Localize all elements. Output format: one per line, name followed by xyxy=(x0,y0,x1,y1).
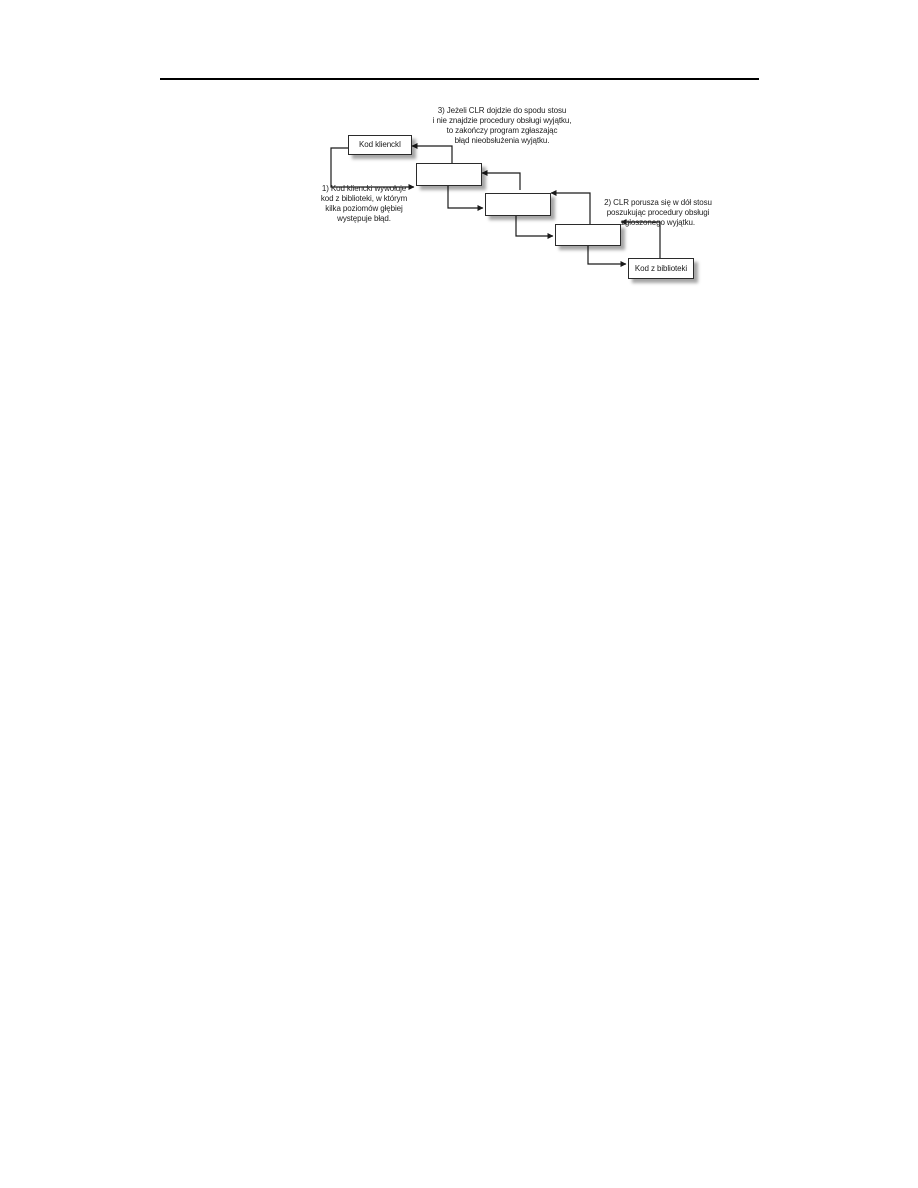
call-arrow-3 xyxy=(516,216,553,236)
note-clr-unwind: 2) CLR porusza się w dół stosu poszukując procedury obsługi zgłoszonego wyjątku. xyxy=(604,198,712,227)
unwind-arrow-3 xyxy=(482,173,520,190)
unwind-arrow-4 xyxy=(412,146,452,163)
stack-frame-box xyxy=(416,163,482,186)
page-header-rule xyxy=(160,78,759,80)
stack-frame-box xyxy=(485,193,551,216)
client-code-label: Kod klienckI xyxy=(359,140,401,149)
exception-stack-diagram xyxy=(318,100,710,288)
note-client-call: 1) Kod kliencki wywołuje kod z biblioteki, w którym kilka poziomów głębiej występuje błąd. xyxy=(320,184,408,223)
call-arrow-2 xyxy=(448,186,483,208)
call-arrow-4 xyxy=(588,246,626,264)
library-code-label: Kod z biblioteki xyxy=(634,263,688,273)
note-unhandled-exception: 3) Jeżeli CLR dojdzie do spodu stosu i nie znajdzie procedury obsługi wyjątku, to zakończy program zgłaszając błąd nieobsłużenia wyjątku. xyxy=(432,106,572,145)
library-code-box xyxy=(628,258,694,279)
unwind-arrow-2 xyxy=(551,193,590,226)
client-code-box xyxy=(348,135,412,155)
